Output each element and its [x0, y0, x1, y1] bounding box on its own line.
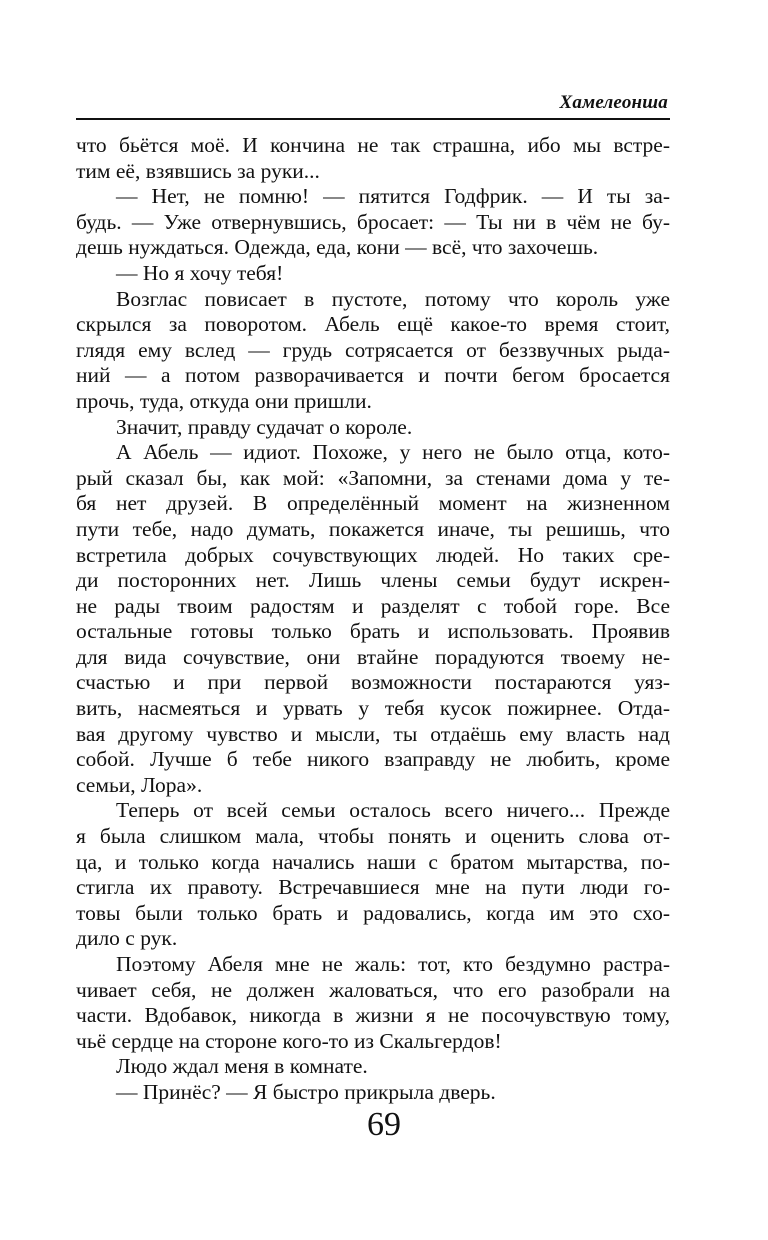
text-line: ний — а потом разворачивается и почти бегом бросается	[76, 363, 670, 388]
text-line: А Абель — идиот. Похоже, у него не было отца, кото-	[116, 440, 670, 465]
text-line: части. Вдобавок, никогда в жизни я не посочувствую тому,	[76, 1003, 670, 1028]
text-line: дило с рук.	[76, 926, 178, 951]
paragraph	[76, 440, 670, 798]
paragraph	[76, 798, 670, 952]
text-line: Людо ждал меня в комнате.	[116, 1054, 368, 1079]
text-line: прочь, туда, откуда они пришли.	[76, 388, 372, 413]
text-line: для вида сочувствие, они втайне порадуются твоему не-	[76, 644, 670, 669]
text-line: тим её, взявшись за руки...	[76, 158, 320, 183]
text-line: счастью и при первой возможности постараются уяз-	[76, 670, 670, 695]
text-line: вая другому чувство и мысли, ты отдаёшь ему власть над	[76, 721, 670, 746]
paragraph	[76, 287, 670, 415]
page-number: 69	[367, 1106, 401, 1143]
paragraph	[76, 261, 670, 287]
text-line: не рады твоим радостям и разделят с тобой горе. Все	[76, 593, 670, 618]
text-line: семьи, Лора».	[76, 772, 203, 797]
paragraph	[76, 1080, 670, 1106]
text-line: пути тебе, надо думать, покажется иначе, ты решишь, что	[76, 516, 670, 541]
text-line: Значит, правду судачат о короле.	[116, 414, 413, 439]
text-line: вить, насмеяться и урвать у тебя кусок пожирнее. Отда-	[76, 696, 670, 721]
paragraph	[76, 415, 670, 441]
text-line: — Но я хочу тебя!	[116, 260, 284, 285]
header-rule	[76, 118, 670, 120]
text-line: Теперь от всей семьи осталось всего ничего... Прежде	[116, 798, 670, 823]
text-line: чьё сердце на стороне кого-то из Скальгердов!	[76, 1028, 502, 1053]
text-line: — Принёс? — Я быстро прикрыла дверь.	[116, 1079, 496, 1104]
text-line: стигла их правоту. Встречавшиеся мне на пути люди го-	[76, 875, 670, 900]
text-line: рый сказал бы, как мой: «Запомни, за стенами дома у те-	[76, 465, 670, 490]
paragraph	[76, 133, 670, 184]
text-line: ца, и только когда начались наши с братом мытарства, по-	[76, 849, 670, 874]
body-text	[76, 133, 670, 1106]
text-line: товы были только брать и радовались, когда им это схо-	[76, 900, 670, 925]
text-line: Возглас повисает в пустоте, потому что король уже	[116, 286, 670, 311]
text-line: я была слишком мала, чтобы понять и оценить слова от-	[76, 824, 670, 849]
paragraph	[76, 184, 670, 261]
text-line: встретила добрых сочувствующих людей. Но таких сре-	[76, 542, 670, 567]
text-line: — Нет, не помню! — пятится Годфрик. — И ты за-	[116, 184, 670, 209]
paragraph	[76, 952, 670, 1054]
text-line: собой. Лучше б тебе никого взаправду не любить, кроме	[76, 747, 670, 772]
text-line: остальные готовы только брать и использовать. Проявив	[76, 619, 670, 644]
text-line: скрылся за поворотом. Абель ещё какое-то время стоит,	[76, 312, 670, 337]
text-line: бя нет друзей. В определённый момент на жизненном	[76, 491, 670, 516]
running-head: Хамелеонша	[559, 92, 668, 113]
text-line: будь. — Уже отвернувшись, бросает: — Ты ни в чём не бу-	[76, 209, 670, 234]
text-line: чивает себя, не должен жаловаться, что его разобрали на	[76, 977, 670, 1002]
text-line: дешь нуждаться. Одежда, еда, кони — всё, что захочешь.	[76, 235, 599, 260]
text-line: Поэтому Абеля мне не жаль: тот, кто бездумно растра-	[116, 952, 670, 976]
text-line: глядя ему вслед — грудь сотрясается от беззвучных рыда-	[76, 337, 670, 362]
text-line: ди посторонних нет. Лишь члены семьи будут искрен-	[76, 568, 670, 593]
text-line: что бьётся моё. И кончина не так страшна, ибо мы встре-	[76, 133, 670, 157]
paragraph	[76, 1054, 670, 1080]
